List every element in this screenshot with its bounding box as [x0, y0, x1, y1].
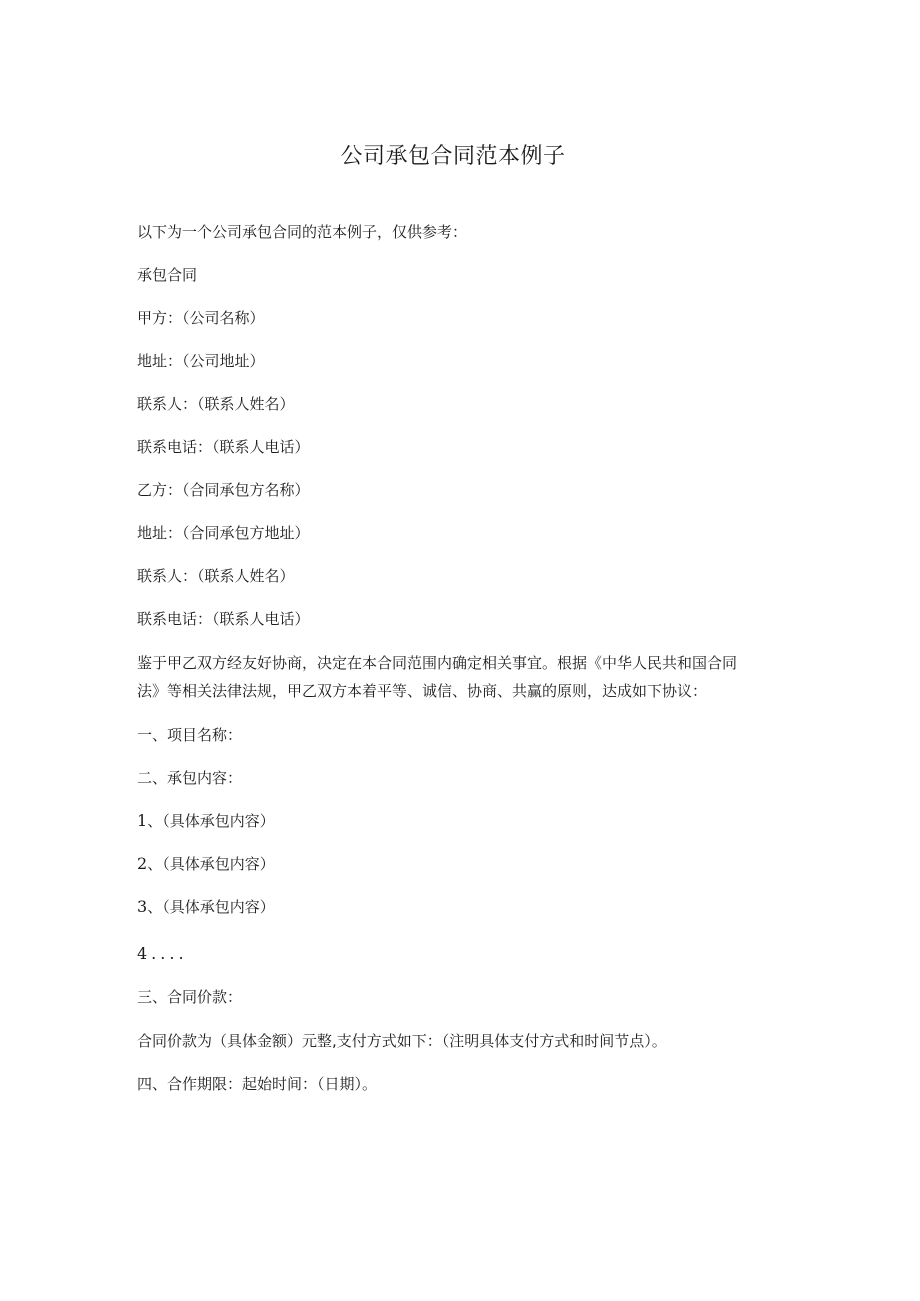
- party-b-name: 乙方：（合同承包方名称）: [137, 481, 310, 499]
- party-a-phone: 联系电话：（联系人电话）: [137, 438, 310, 456]
- section-cooperation-period: 四、合作期限：起始时间：（日期）。: [137, 1075, 378, 1093]
- intro-text: 以下为一个公司承包合同的范本例子，仅供参考：: [137, 223, 468, 241]
- list-item: [137, 810, 275, 832]
- party-a-address: 地址：（公司地址）: [137, 352, 265, 370]
- list-item: [137, 853, 275, 875]
- section-project-name: 一、项目名称：: [137, 726, 243, 744]
- item-number: 1: [137, 811, 148, 830]
- item-4-ellipsis: 4....: [137, 944, 188, 963]
- item-text: 、（具体承包内容）: [147, 855, 275, 873]
- document-title: 公司承包合同范本例子: [340, 144, 566, 169]
- party-a-contact: 联系人：（联系人姓名）: [137, 395, 295, 413]
- list-item: [137, 896, 275, 918]
- party-b-contact: 联系人：（联系人姓名）: [137, 567, 295, 585]
- item-number: 2: [137, 854, 148, 873]
- section-contract-price: 三、合同价款：: [137, 988, 243, 1006]
- section-contract-content: 二、承包内容：: [137, 769, 243, 787]
- item-text: 、（具体承包内容）: [147, 898, 275, 916]
- party-b-address: 地址：（合同承包方地址）: [137, 524, 310, 542]
- preamble-line-2: 法》等相关法律法规，甲乙双方本着平等、诚信、协商、共赢的原则，达成如下协议：: [137, 682, 708, 700]
- item-text: 、（具体承包内容）: [147, 812, 275, 830]
- contract-heading: 承包合同: [137, 266, 198, 284]
- item-number: 3: [137, 897, 148, 916]
- preamble-line-1: 鉴于甲乙双方经友好协商，决定在本合同范围内确定相关事宜。根据《中华人民共和国合同: [137, 654, 738, 672]
- price-description: 合同价款为（具体金额）元整,支付方式如下：（注明具体支付方式和时间节点）。: [137, 1032, 667, 1050]
- party-b-phone: 联系电话：（联系人电话）: [137, 610, 310, 628]
- party-a-name: 甲方：（公司名称）: [137, 309, 265, 327]
